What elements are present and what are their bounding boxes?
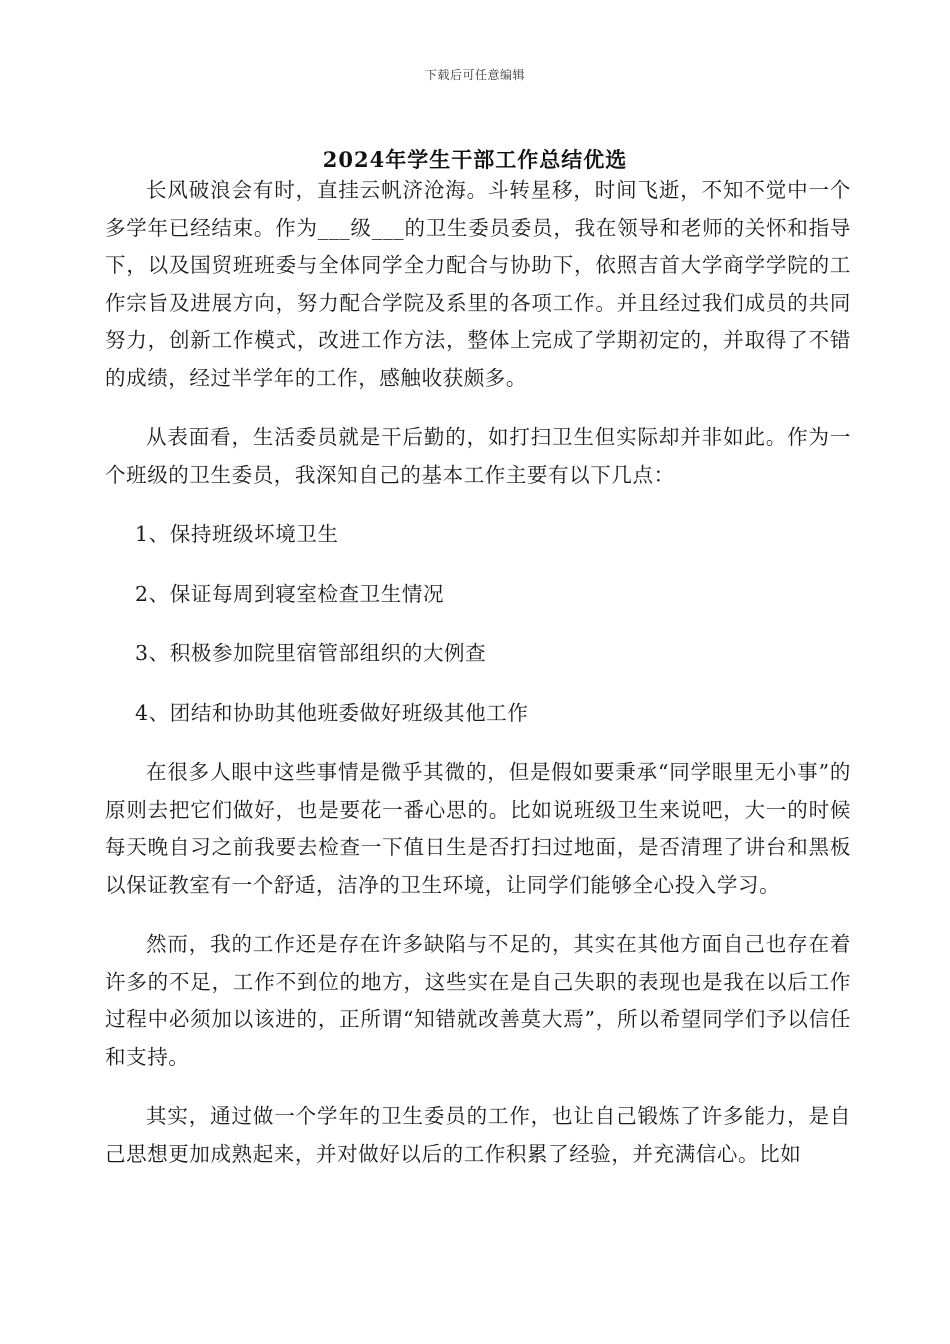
document-title: 2024年学生干部工作总结优选 <box>322 147 628 172</box>
paragraph-growth: 其实，通过做一个学年的卫生委员的工作，也让自己锻炼了许多能力，是自己思想更加成熟起来，并对做好以后的工作积累了经验，并充满信心。比如 <box>105 1104 851 1166</box>
paragraph-intro: 长风破浪会有时，直挂云帆济沧海。斗转星移，时间飞逝，不知不觉中一个多学年已经结束。作为___级___的卫生委员委员，我在领导和老师的关怀和指导下，以及国贸班班委与全体同学全力配合与协助下，依照吉首大学商学学院的工作宗旨及进展方向，努力配合学院及系里的各项工作。并且经过我们成员的共同努力，创新工作模式，改进工作方法，整体上完成了学期初定的，并取得了不错的成绩，经过半学年的工作，感触收获颇多。 <box>105 178 851 390</box>
paragraph-details: 在很多人眼中这些事情是微乎其微的，但是假如要秉承“同学眼里无小事”的原则去把它们做好，也是要花一番心思的。比如说班级卫生来说吧，大一的时候每天晚自习之前我要去检查一下值日生是否打扫过地面，是否清理了讲台和黑板以保证教室有一个舒适，洁净的卫生环境，让同学们能够全心投入学习。 <box>105 760 851 897</box>
list-item-3: 3、积极参加院里宿管部组织的大例查 <box>135 641 487 665</box>
paragraph-duties: 从表面看，生活委员就是干后勤的，如打扫卫生但实际却并非如此。作为一个班级的卫生委员，我深知自己的基本工作主要有以下几点： <box>105 425 851 487</box>
document-body <box>105 172 851 1195</box>
list-item-1: 1、保持班级坏境卫生 <box>135 522 339 546</box>
paragraph-shortcomings: 然而，我的工作还是存在许多缺陷与不足的，其实在其他方面自己也存在着许多的不足，工作不到位的地方，这些实在是自己失职的表现也是我在以后工作过程中必须加以该进的，正所谓“知错就改善莫大焉”，所以希望同学们予以信任和支持。 <box>105 932 851 1069</box>
list-item-2: 2、保证每周到寝室检查卫生情况 <box>135 581 445 606</box>
list-item-4: 4、团结和协助其他班委做好班级其他工作 <box>135 700 529 725</box>
header-note: 下载后可任意编辑 <box>424 68 525 82</box>
